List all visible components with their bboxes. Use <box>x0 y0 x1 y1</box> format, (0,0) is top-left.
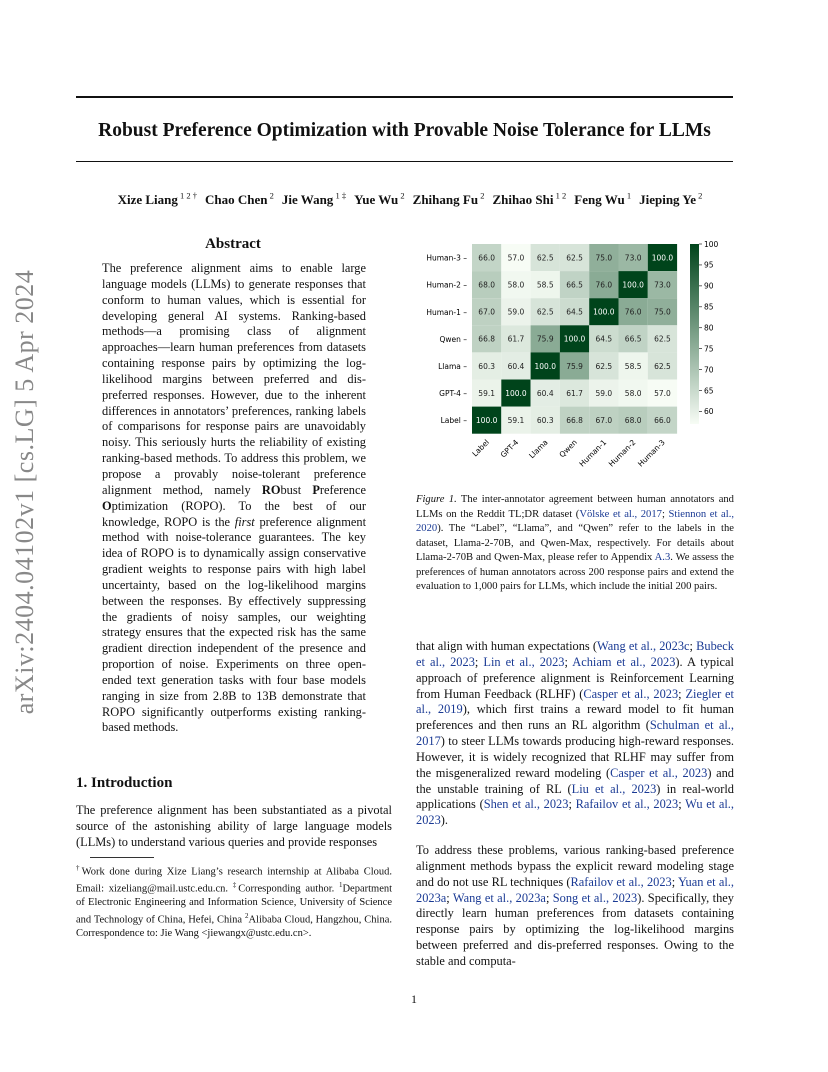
cell-value: 60.4 <box>507 361 525 371</box>
colorbar-tick-label: 100 <box>704 239 719 249</box>
cell-value: 64.5 <box>595 334 613 344</box>
footnotes: †Work done during Xize Liang’s research internship at Alibaba Cloud. Email: xizeliang@mail.ustc.edu.cn. ‡Corresponding author. $^1$Department of Electronic Engineering and Information Science, University of Science and Technology of China, Hefei, China $^2$Alibaba Cloud, Hangzhou, China. Correspondence to: Jie Wang <jiewangx@ustc.edu.cn>. <box>76 864 393 940</box>
cell-value: 61.7 <box>507 334 525 344</box>
cell-value: 66.8 <box>478 334 496 344</box>
citation-link[interactable]: Yuan et al., 2023a <box>416 874 734 905</box>
paragraph-text: ; <box>568 797 576 812</box>
cell-value: 57.0 <box>654 388 671 398</box>
cell-value: 62.5 <box>566 253 583 263</box>
paragraph-text: ) to steer LLMs towards producing high-reward responses. However, it is widely recognized that RLHF may suffer from the misgeneralized reward modeling ( <box>416 734 734 780</box>
citation-link[interactable]: Ziegler et al., 2019 <box>416 686 734 717</box>
author-name: Feng Wu $^1$ <box>574 191 632 208</box>
column-label: Human-1 <box>577 437 609 469</box>
cell-value: 59.0 <box>507 307 525 317</box>
citation-link[interactable]: Lin et al., 2023 <box>483 654 565 669</box>
colorbar-tick-label: 60 <box>704 407 714 417</box>
cell-value: 66.0 <box>478 253 496 263</box>
cell-value: 67.0 <box>595 415 613 425</box>
cell-value: 59.1 <box>507 415 525 425</box>
cell-value: 76.0 <box>595 280 613 290</box>
colorbar-tick-label: 65 <box>704 386 714 396</box>
paragraph-text: ; <box>446 890 453 905</box>
citation-link[interactable]: Stiennon et al., 2020 <box>416 508 735 534</box>
cell-value: 66.5 <box>624 334 642 344</box>
author-name: Zhihao Shi $^{1 2}$ <box>492 191 567 208</box>
author-affiliation: 1 ‡ <box>333 191 347 201</box>
citation-link[interactable]: Wang et al., 2023a <box>452 890 546 905</box>
cell-value: 68.0 <box>624 415 642 425</box>
cell-value: 67.0 <box>478 307 496 317</box>
paragraph-text: ; <box>689 639 697 653</box>
author-affiliation: 2 <box>696 191 703 201</box>
cell-value: 61.7 <box>566 388 583 398</box>
colorbar-tick-label: 70 <box>704 365 714 375</box>
citation-link[interactable]: Völske et al., 2017 <box>579 508 662 520</box>
cell-value: 58.5 <box>624 361 642 371</box>
cell-value: 62.5 <box>654 361 671 371</box>
cell-value: 60.3 <box>478 361 496 371</box>
author-affiliation: 1 2 <box>553 191 567 201</box>
cell-value: 100.0 <box>475 415 498 425</box>
arxiv-stamp: arXiv:2404.04102v1 [cs.LG] 5 Apr 2024 <box>10 269 39 715</box>
cell-value: 66.0 <box>654 415 671 425</box>
author-name: Zhihang Fu $^2$ <box>412 191 485 208</box>
column-label: Label <box>470 437 492 459</box>
figure-caption: Figure 1. The inter-annotator agreement between human annotators and LLMs on the Reddit TL;DR dataset (Völske et al., 2017; Stiennon et al., 2020). The “Label”, “Llama”, and “Qwen” refer to the labels in the dataset, Llama-2-70B, and Qwen-Max, respectively. For details about Llama-2-70B and Qwen-Max, please refer to Appendix A.3. We assess the preferences of human annotators across 200 response pairs and extend the evaluation to 1,000 pairs for LLMs, which include the initial 200 pairs. <box>416 494 735 592</box>
cell-value: 75.0 <box>654 307 671 317</box>
colorbar-tick-label: 75 <box>704 344 714 354</box>
abstract-heading: Abstract <box>205 236 261 252</box>
paragraph-text: ; <box>671 874 678 889</box>
row-label: Human-2 – <box>426 280 467 290</box>
colorbar-tick-label: 80 <box>704 323 714 333</box>
cell-value: 64.5 <box>566 307 583 317</box>
author-name: Jie Wang $^{1 \ddagger}$ <box>281 191 347 208</box>
cell-value: 58.0 <box>624 388 642 398</box>
citation-link[interactable]: Rafailov et al., 2023 <box>575 797 679 812</box>
paragraph-text: ; <box>678 686 686 701</box>
cell-value: 73.0 <box>624 253 642 263</box>
row-label: Human-3 – <box>426 253 467 263</box>
author-affiliation: 2 <box>478 191 485 201</box>
cell-value: 66.8 <box>566 415 583 425</box>
abstract-text: (ROPO). To the best of our knowledge, ROPO is the <box>102 498 366 529</box>
row-label: Human-1 – <box>426 307 467 317</box>
figure-label: Figure 1. <box>416 494 457 505</box>
ropo-expansion: RObust Preference Optimization <box>102 482 366 513</box>
author-affiliation: 2 <box>267 191 274 201</box>
cell-value: 75.9 <box>566 361 583 371</box>
cell-value: 59.0 <box>595 388 613 398</box>
cell-value: 75.0 <box>595 253 613 263</box>
abstract-text: preference alignment method with noise-tolerance guarantees. The key idea of ROPO is to dynamically assign conservative gradient weights to response pairs with high label uncertainty, based on the log-likelihood margins between the responses. By effectively suppressing the gradients of noisy samples, our weighting strategy ensures that the expected risk has the same gradient direction independent of the presence and proportion of noise. Experiments on three open-ended text generation tasks with four base models ranging in size from 2.8B to 13B demonstrate that ROPO significantly outperforms existing ranking-based methods. <box>102 514 367 735</box>
abstract-text: The preference alignment aims to enable large language models (LLMs) to generate responses that conform to human values, which is essential for developing general AI systems. Ranking-based methods—a promising class of alignment approaches—learn human preferences from datasets containing response pairs by optimizing the log-likelihood margins between preferred and dis-preferred responses. However, due to the inherent differences in annotators’ preferences, ranking labels of comparisons for response pairs are unavoidably noisy. This seriously hurts the reliability of existing ranking-based methods. To address this problem, we propose a provably noise-tolerant preference alignment method, namely <box>102 261 366 497</box>
cell-value: 100.0 <box>505 388 527 398</box>
cell-value: 62.5 <box>654 334 671 344</box>
citation-link[interactable]: Casper et al., 2023 <box>610 765 708 780</box>
cell-value: 100.0 <box>534 361 556 371</box>
title-rule-top <box>76 96 733 98</box>
right-column-paragraph-1 <box>416 639 734 829</box>
paragraph-text: ) and the unstable training of RL ( <box>416 765 734 796</box>
paragraph-text: that align with human expectations ( <box>416 639 598 653</box>
appendix-link[interactable]: A.3 <box>654 552 671 563</box>
author-name: Xize Liang $^{1 2 \dagger}$ <box>117 191 198 208</box>
citation-link[interactable]: Wang et al., 2023c <box>597 639 690 653</box>
paragraph-text: ; <box>678 797 686 812</box>
cell-value: 76.0 <box>624 307 642 317</box>
paper-title: Robust Preference Optimization with Provable Noise Tolerance for LLMs <box>98 120 711 141</box>
abstract-body <box>102 261 366 736</box>
paragraph-text: ). Specifically, they directly learn human preferences from datasets containing response pairs by optimizing the log-likelihood margins between preferred and dis-preferred responses. Owing to the stable and computa- <box>416 890 734 968</box>
paragraph-text: ; <box>474 654 484 669</box>
paragraph-text: ). <box>440 813 449 828</box>
colorbar <box>690 244 699 424</box>
footnote-rule <box>90 857 154 858</box>
row-label: GPT-4 – <box>439 389 467 399</box>
paragraph-text: ) in real-world applications ( <box>416 781 734 812</box>
column-label: GPT-4 <box>498 437 521 460</box>
cell-value: 66.5 <box>566 280 583 290</box>
title-rule-bottom <box>76 161 733 162</box>
abstract-emphasis: first <box>234 514 255 529</box>
cell-value: 73.0 <box>654 280 671 290</box>
cell-value: 57.0 <box>507 253 525 263</box>
row-label: Label – <box>440 416 467 426</box>
author-affiliation: 1 2 † <box>177 191 198 201</box>
citation-link[interactable]: Schulman et al., 2017 <box>416 718 734 749</box>
row-label: Llama – <box>438 361 467 371</box>
column-label: Qwen <box>557 437 579 460</box>
cell-value: 100.0 <box>651 253 674 263</box>
cell-value: 62.5 <box>536 253 554 263</box>
cell-value: 58.5 <box>536 280 554 290</box>
paragraph-text: ; <box>564 654 573 669</box>
author-affiliation: 1 <box>624 191 632 201</box>
citation-link[interactable]: Wu et al., 2023 <box>416 797 734 828</box>
citation-link[interactable]: Rafailov et al., 2023 <box>570 874 672 889</box>
citation-link[interactable]: Song et al., 2023 <box>552 890 638 905</box>
citation-link[interactable]: Shen et al., 2023 <box>483 797 569 812</box>
author-affiliation: 2 <box>398 191 405 201</box>
column-label: Llama <box>527 437 550 461</box>
page-number: 1 <box>411 992 417 1006</box>
introduction-paragraph: The preference alignment has been substantiated as a pivotal source of the astonishing ability of large language models (LLMs) to understand various queries and provide responses <box>76 803 392 849</box>
cell-value: 75.9 <box>536 334 554 344</box>
cell-value: 60.3 <box>536 415 554 425</box>
author-name: Yue Wu $^2$ <box>354 191 405 208</box>
paragraph-text: ), which first trains a reward model to fit human preferences and then runs an RL algorithm ( <box>416 702 734 733</box>
citation-link[interactable]: Bubeck et al., 2023 <box>416 639 735 669</box>
right-column-paragraph-2 <box>416 843 734 970</box>
cell-value: 100.0 <box>563 334 586 344</box>
author-list <box>60 191 760 208</box>
agreement-heatmap <box>416 236 736 472</box>
cell-value: 100.0 <box>593 307 615 317</box>
section-heading-introduction: 1. Introduction <box>76 775 173 791</box>
citation-link[interactable]: Liu et al., 2023 <box>571 781 657 796</box>
cell-value: 62.5 <box>595 361 613 371</box>
cell-value: 62.5 <box>536 307 554 317</box>
cell-value: 59.1 <box>478 388 496 398</box>
paragraph-text: To address these problems, various ranking-based preference alignment methods bypass the explicit reward modeling stage and do not use RL techniques ( <box>416 843 734 889</box>
paragraph-text: ). A typical approach of preference alignment is Reinforcement Learning from Human Feedback (RLHF) ( <box>416 654 734 701</box>
cell-value: 58.0 <box>507 280 525 290</box>
row-label: Qwen – <box>439 334 467 344</box>
colorbar-tick-label: 90 <box>704 281 714 291</box>
cell-value: 68.0 <box>478 280 496 290</box>
colorbar-tick-label: 95 <box>704 260 714 270</box>
column-label: Human-3 <box>636 437 667 469</box>
paragraph-text: ; <box>545 890 553 905</box>
cell-value: 100.0 <box>622 280 644 290</box>
citation-link[interactable]: Casper et al., 2023 <box>583 686 679 701</box>
column-label: Human-2 <box>606 437 638 469</box>
colorbar-tick-label: 85 <box>704 302 714 312</box>
author-name: Chao Chen $^2$ <box>205 191 274 208</box>
author-name: Jieping Ye $^2$ <box>639 191 703 208</box>
citation-link[interactable]: Achiam et al., 2023 <box>572 654 676 669</box>
cell-value: 60.4 <box>536 388 554 398</box>
